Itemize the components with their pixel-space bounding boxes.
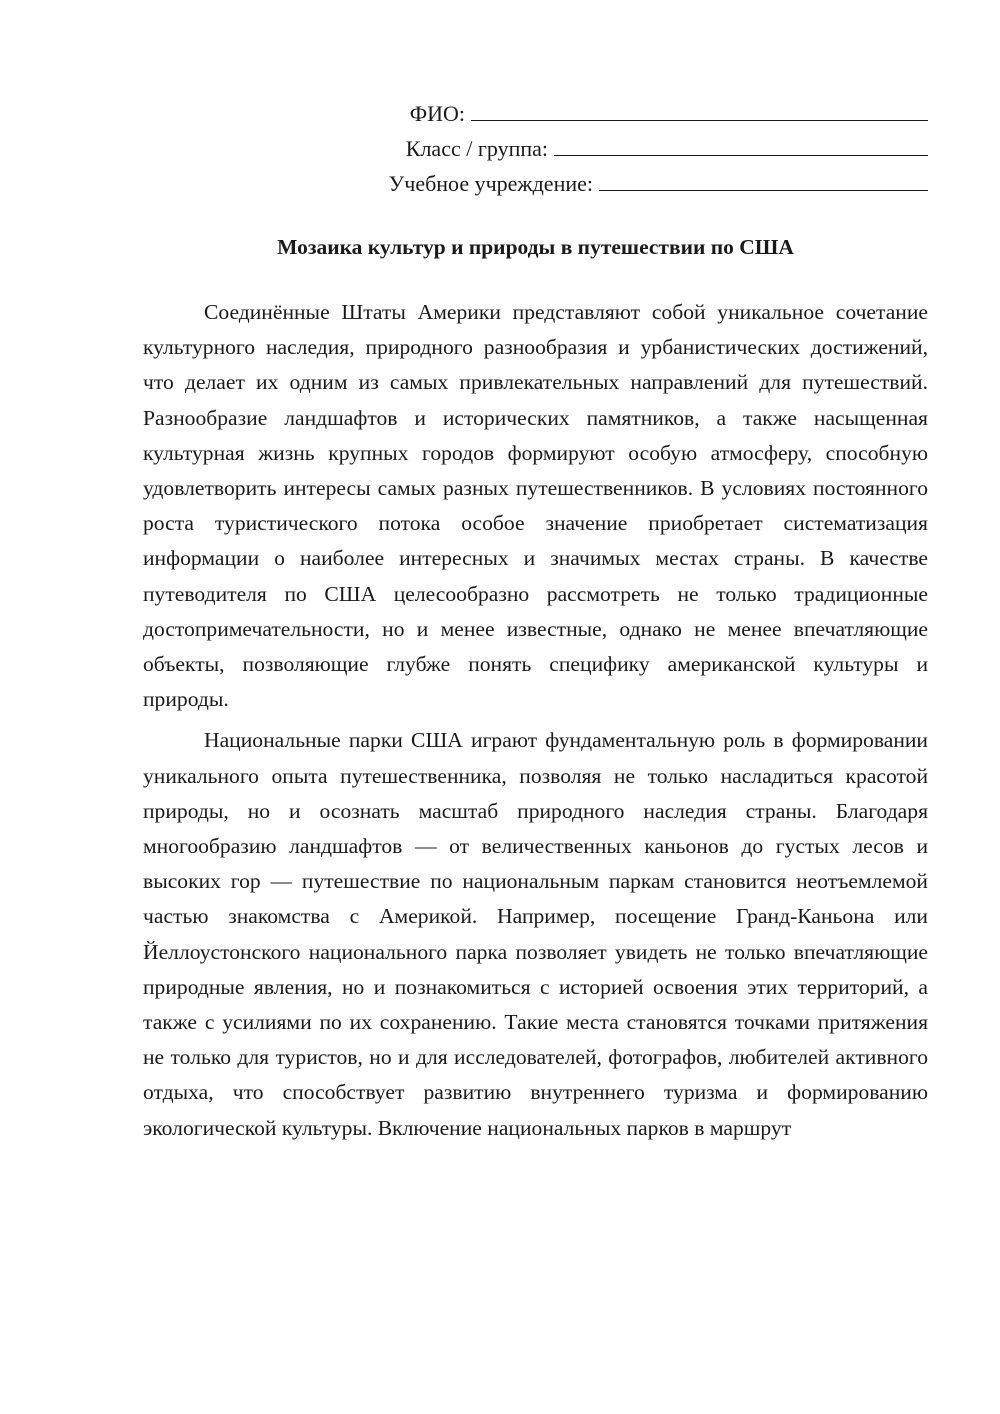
fio-label: ФИО: xyxy=(409,101,465,126)
document-title: Мозаика культур и природы в путешествии по США xyxy=(277,235,794,259)
fio-field-row xyxy=(328,94,928,129)
paragraph-intro: Соединённые Штаты Америки представляют собой уникальное сочетание культурного наследия, природного разнообразия и урбанистических достижений, что делает их одним из самых привлекательных направлений для путешествий. Разнообразие ландшафтов и исторических памятников, а также насыщенная культурная жизнь крупных городов формируют особую атмосферу, способную удовлетворить интересы самых разных путешественников. В условиях постоянного роста туристического потока особое значение приобретает систематизация информации о наиболее интересных и значимых местах страны. В качестве путеводителя по США целесообразно рассмотреть не только традиционные достопримечательности, но и менее известные, однако не менее впечатляющие объекты, позволяющие глубже понять специфику американской культуры и природы. xyxy=(143,300,928,712)
fio-blank-line[interactable] xyxy=(471,96,928,121)
class-label: Класс / группа: xyxy=(405,136,548,161)
paragraph-national-parks: Национальные парки США играют фундаментальную роль в формировании уникального опыта путешественника, позволяя не только насладиться красотой природы, но и осознать масштаб природного наследия страны. Благодаря многообразию ландшафтов — от величественных каньонов до густых лесов и высоких гор — путешествие по национальным паркам становится неотъемлемой частью знакомства с Америкой. Например, посещение Гранд-Каньона или Йеллоустонского национального парка позволяет увидеть не только впечатляющие природные явления, но и познакомиться с историей освоения этих территорий, а также с усилиями по их сохранению. Такие места становятся точками притяжения не только для туристов, но и для исследователей, фотографов, любителей активного отдыха, что способствует развитию внутреннего туризма и формированию экологической культуры. Включение национальных парков в маршрут xyxy=(143,728,928,1140)
document-body xyxy=(143,295,928,1152)
class-field-row xyxy=(328,129,928,164)
class-blank-line[interactable] xyxy=(554,131,928,156)
institution-blank-line[interactable] xyxy=(599,166,928,191)
student-info-form xyxy=(328,94,928,199)
institution-field-row xyxy=(328,164,928,199)
institution-label: Учебное учреждение: xyxy=(388,171,593,196)
